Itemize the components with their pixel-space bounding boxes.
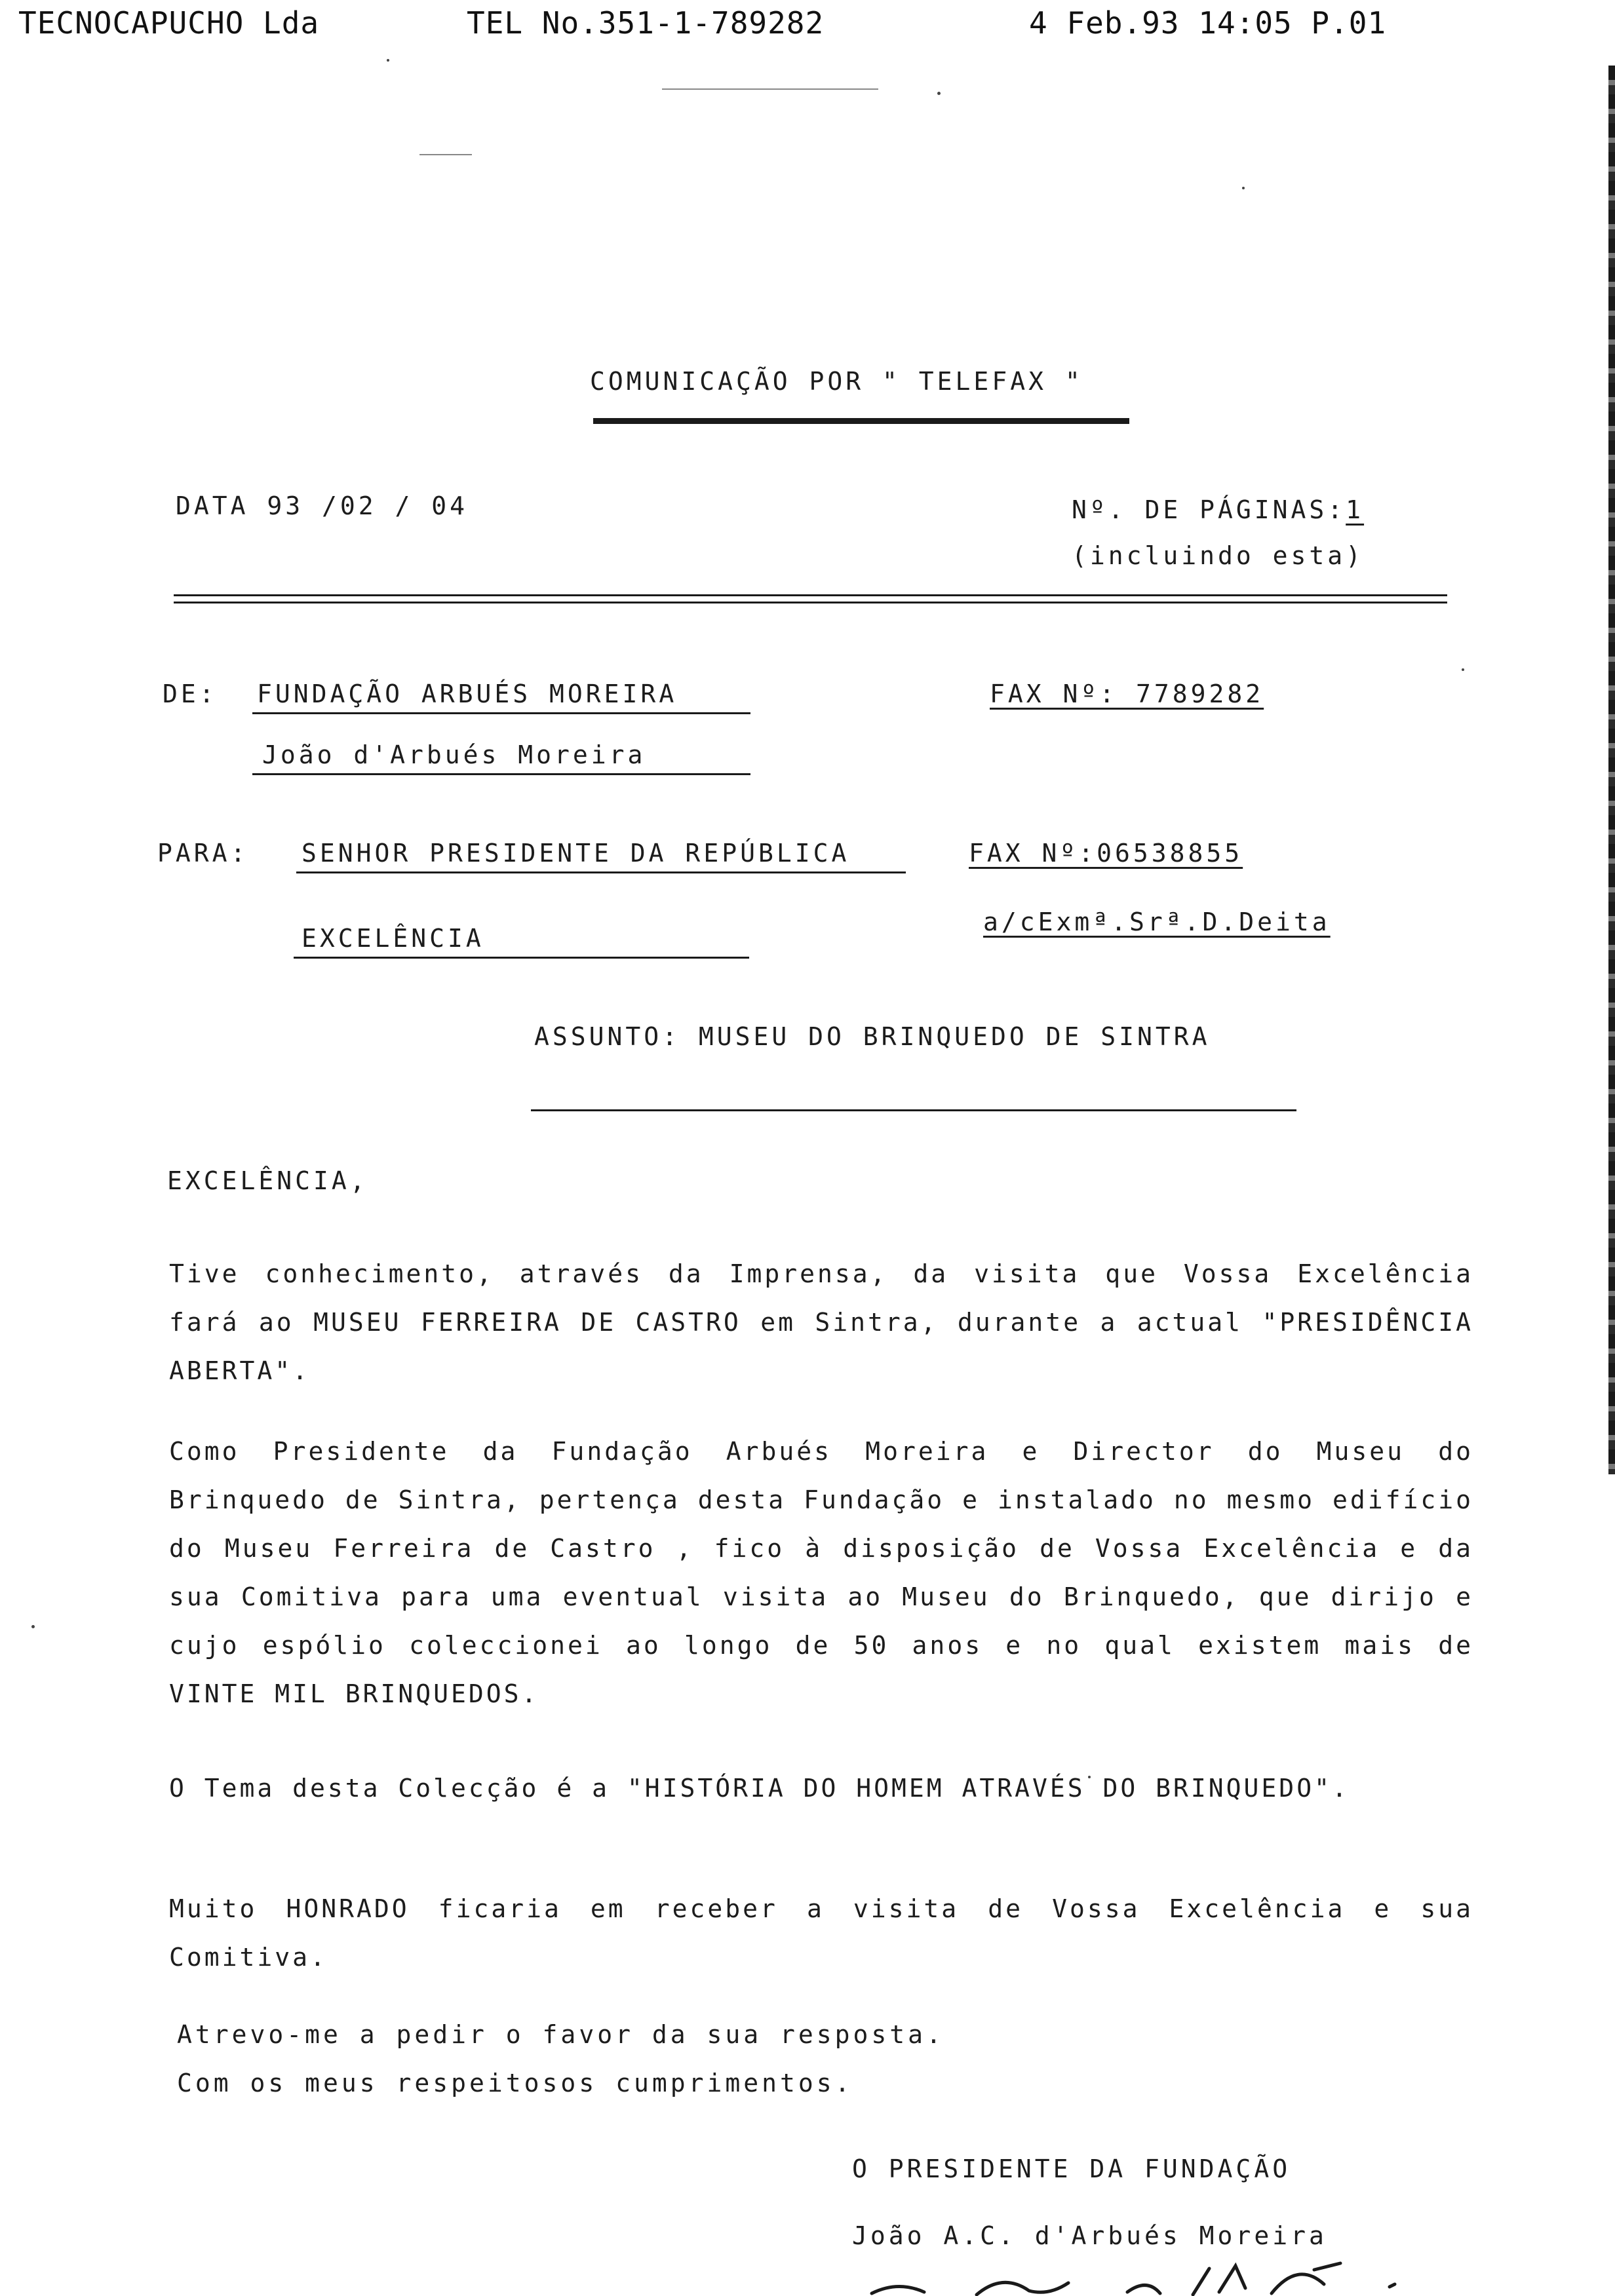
scan-speck [1242, 187, 1245, 189]
document-title: COMUNICAÇÃO POR " TELEFAX " [590, 367, 1083, 396]
from-person-rule [252, 773, 750, 775]
to-label: PARA: [157, 839, 249, 868]
signature-name: João A.C. d'Arbués Moreira [852, 2221, 1327, 2250]
subject: ASSUNTO: MUSEU DO BRINQUEDO DE SINTRA [534, 1022, 1211, 1051]
scan-speck [937, 92, 941, 95]
handwritten-signature [852, 2254, 1442, 2296]
from-org-rule [252, 712, 750, 714]
date-field [176, 491, 468, 520]
closing-regards: Com os meus respeitosos cumprimentos. [177, 2069, 853, 2097]
from-label: DE: [163, 679, 218, 708]
scan-speck [1462, 668, 1464, 671]
subject-rule [531, 1109, 1296, 1111]
scan-edge-shadow [1608, 66, 1615, 1474]
to-recipient: SENHOR PRESIDENTE DA REPÚBLICA [302, 839, 850, 868]
pages-note: (incluindo esta) [1072, 541, 1365, 570]
body-paragraph: Tive conhecimento, através da Imprensa, da visita que Vossa Excelência fará ao MUSEU FERREIRA DE CASTRO em Sintra, durante a actual "PRESIDÊNCIA ABERTA". [169, 1259, 1473, 1385]
from-person: João d'Arbués Moreira [262, 740, 646, 769]
to-recipient-title: EXCELÊNCIA [302, 924, 484, 953]
salutation: EXCELÊNCIA, [167, 1166, 368, 1195]
date-value: 93 /02 / 04 [267, 491, 469, 520]
pages-value: 1 [1346, 495, 1365, 524]
body-paragraph: Muito HONRADO ficaria em receber a visita de Vossa Excelência e sua Comitiva. [169, 1894, 1473, 1972]
to-fax-number: FAX Nº:06538855 [969, 839, 1243, 868]
to-title-rule [294, 957, 749, 959]
header-rule-top [174, 594, 1447, 596]
from-fax-number: FAX Nº: 7789282 [990, 679, 1264, 708]
body-paragraph: Como Presidente da Fundação Arbués Moreira e Director do Museu do Brinquedo de Sintra, pertença desta Fundação e instalado no mesmo edifício do Museu Ferreira de Castro , fico à disposição de Vossa Excelência e da sua Comitiva para uma eventual visita ao Museu do Brinquedo, que dirijo e cujo espólio coleccionei ao longo de 50 anos e no qual existem mais de VINTE MIL BRINQUEDOS. [169, 1437, 1473, 1708]
to-attention: a/cExmª.Srª.D.Deita [983, 908, 1331, 936]
fax-telephone: TEL No.351-1-789282 [467, 5, 825, 41]
scan-speck [387, 59, 389, 62]
fax-date-time: 4 Feb.93 14:05 P.01 [1029, 5, 1387, 41]
pages-label: Nº. DE PÁGINAS: [1072, 495, 1346, 524]
signature-title: O PRESIDENTE DA FUNDAÇÃO [852, 2154, 1291, 2183]
title-rule [593, 418, 1129, 424]
from-organization: FUNDAÇÃO ARBUÉS MOREIRA [257, 679, 678, 708]
to-recipient-rule [296, 871, 906, 873]
header-rule-bottom [174, 602, 1447, 603]
scan-noise-line [662, 88, 878, 90]
pages-field [1072, 495, 1364, 524]
body-paragraph: O Tema desta Colecção é a "HISTÓRIA DO HOMEM ATRAVÉS DO BRINQUEDO". [169, 1774, 1350, 1803]
closing-request: Atrevo-me a pedir o favor da sua resposta. [177, 2020, 944, 2049]
scan-noise-line [419, 154, 472, 155]
scan-speck [31, 1625, 35, 1628]
fax-sender: TECNOCAPUCHO Lda [18, 5, 320, 41]
date-label: DATA [176, 491, 249, 520]
